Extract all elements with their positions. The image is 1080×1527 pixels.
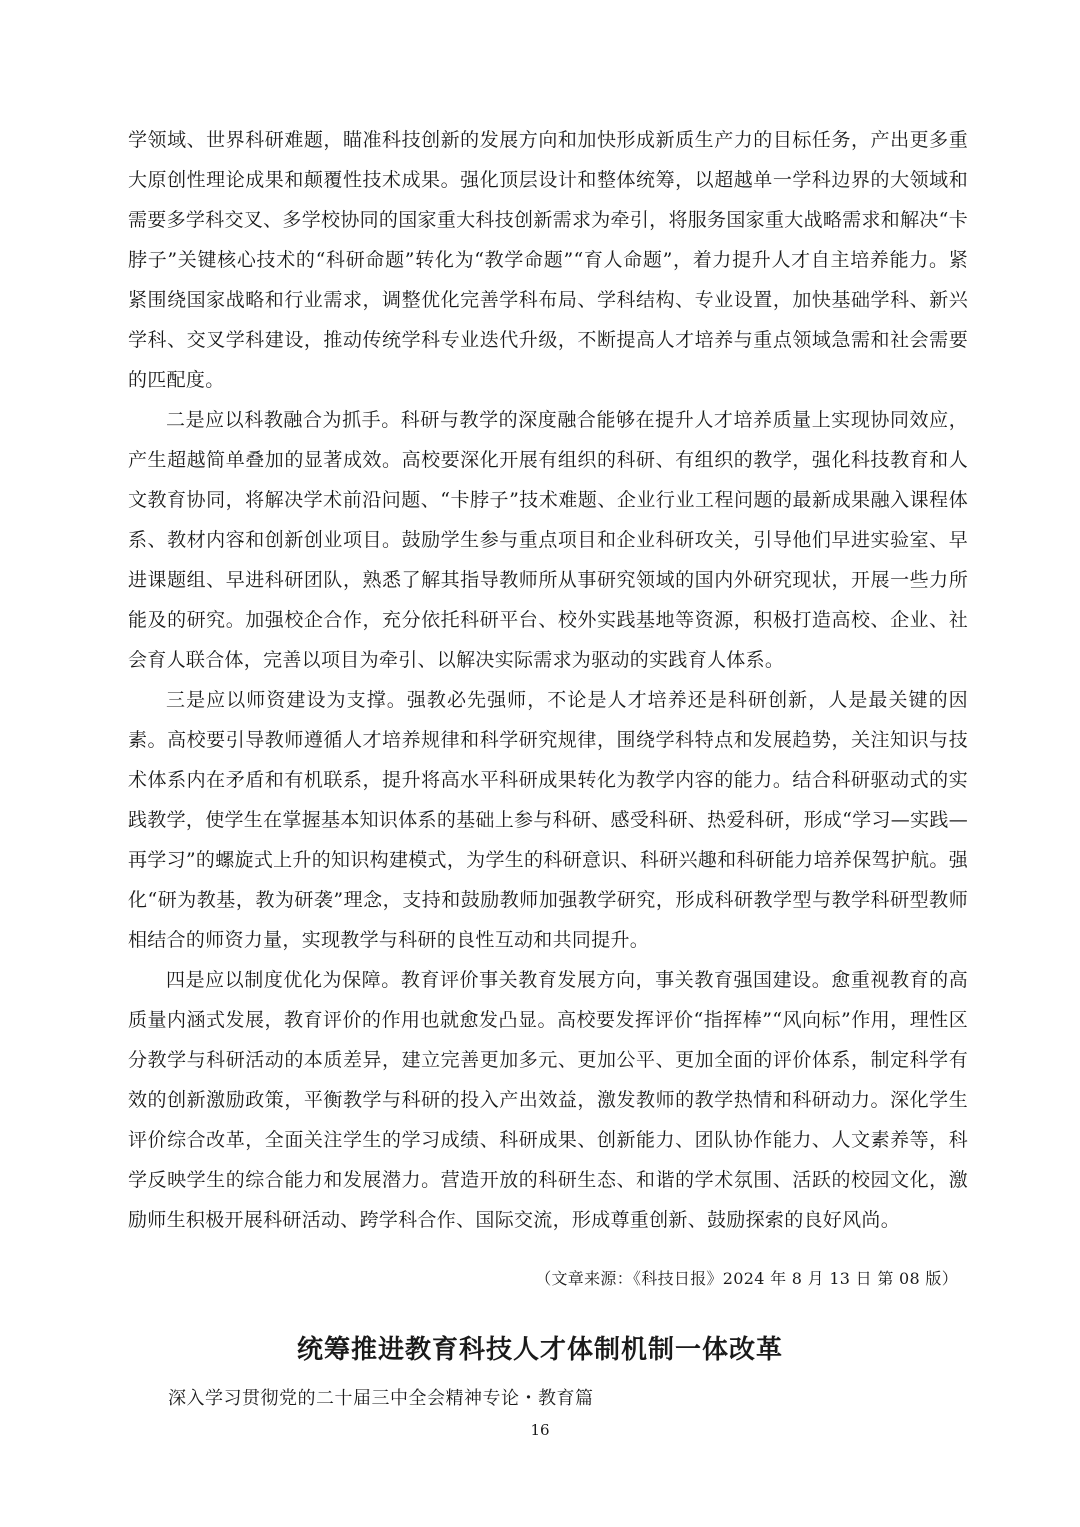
next-article-subtitle: 深入学习贯彻党的二十届三中全会精神专论・教育篇	[168, 1388, 594, 1409]
article-body	[128, 120, 968, 1240]
paragraph-point-two: 二是应以科教融合为抓手。科研与教学的深度融合能够在提升人才培养质量上实现协同效应，产生超越简单叠加的显著成效。高校要深化开展有组织的科研、有组织的教学，强化科技教育和人文教育协同，将解决学术前沿问题、“卡脖子”技术难题、企业行业工程问题的最新成果融入课程体系、教材内容和创新创业项目。鼓励学生参与重点项目和企业科研攻关，引导他们早进实验室、早进课题组、早进科研团队，熟悉了解其指导教师所从事研究领域的国内外研究现状，开展一些力所能及的研究。加强校企合作，充分依托科研平台、校外实践基地等资源，积极打造高校、企业、社会育人联合体，完善以项目为牵引、以解决实际需求为驱动的实践育人体系。	[128, 409, 968, 671]
paragraph-point-three: 三是应以师资建设为支撑。强教必先强师，不论是人才培养还是科研创新，人是最关键的因素。高校要引导教师遵循人才培养规律和科学研究规律，围绕学科特点和发展趋势，关注知识与技术体系内在矛盾和有机联系，提升将高水平科研成果转化为教学内容的能力。结合科研驱动式的实践教学，使学生在掌握基本知识体系的基础上参与科研、感受科研、热爱科研，形成“学习—实践—再学习”的螺旋式上升的知识构建模式，为学生的科研意识、科研兴趣和科研能力培养保驾护航。强化“研为教基，教为研袭”理念，支持和鼓励教师加强教学研究，形成科研教学型与教学科研型教师相结合的师资力量，实现教学与科研的良性互动和共同提升。	[128, 689, 968, 951]
paragraph-continuation: 学领域、世界科研难题，瞄准科技创新的发展方向和加快形成新质生产力的目标任务，产出更多重大原创性理论成果和颠覆性技术成果。强化顶层设计和整体统筹，以超越单一学科边界的大领域和需要多学科交叉、多学校协同的国家重大科技创新需求为牵引，将服务国家重大战略需求和解决“卡脖子”关键核心技术的“科研命题”转化为“教学命题”“育人命题”，着力提升人才自主培养能力。紧紧围绕国家战略和行业需求，调整优化完善学科布局、学科结构、专业设置，加快基础学科、新兴学科、交叉学科建设，推动传统学科专业迭代升级，不断提高人才培养与重点领域急需和社会需要的匹配度。	[128, 129, 968, 391]
article-source-citation: （文章来源：《科技日报》2024 年 8 月 13 日 第 08 版）	[535, 1269, 958, 1288]
page-number: 16	[530, 1421, 550, 1439]
paragraph-point-four: 四是应以制度优化为保障。教育评价事关教育发展方向，事关教育强国建设。愈重视教育的高质量内涵式发展，教育评价的作用也就愈发凸显。高校要发挥评价“指挥棒”“风向标”作用，理性区分教学与科研活动的本质差异，建立完善更加多元、更加公平、更加全面的评价体系，制定科学有效的创新激励政策，平衡教学与科研的投入产出效益，激发教师的教学热情和科研动力。深化学生评价综合改革，全面关注学生的学习成绩、科研成果、创新能力、团队协作能力、人文素养等，科学反映学生的综合能力和发展潜力。营造开放的科研生态、和谐的学术氛围、活跃的校园文化，激励师生积极开展科研活动、跨学科合作、国际交流，形成尊重创新、鼓励探索的良好风尚。	[128, 969, 968, 1231]
next-article-title: 统筹推进教育科技人才体制机制一体改革	[296, 1335, 783, 1365]
